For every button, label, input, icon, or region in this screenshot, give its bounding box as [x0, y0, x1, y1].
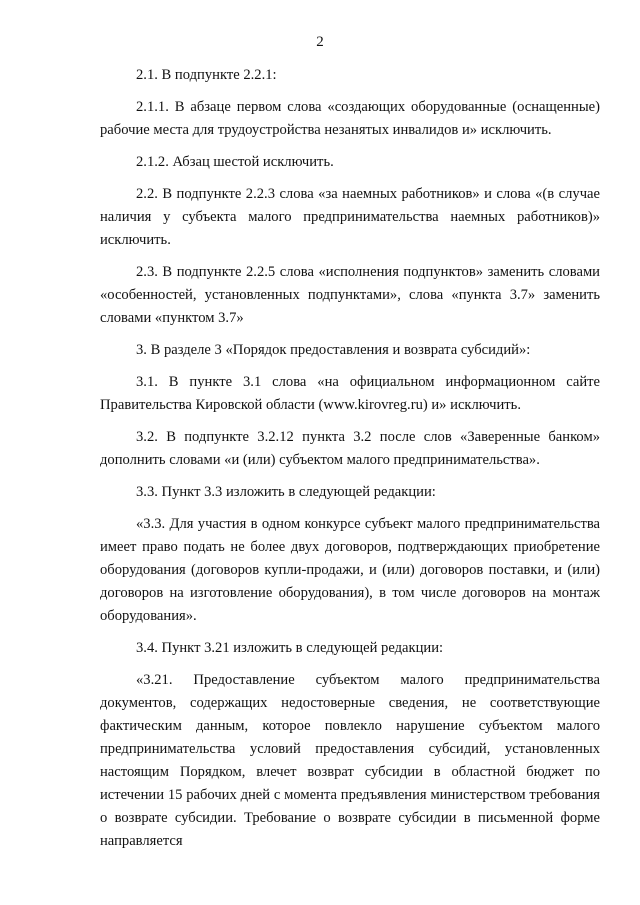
page-number: 2 — [316, 34, 324, 50]
paragraph-2-2: 2.2. В подпункте 2.2.3 слова «за наемных работников» и слова «(в случае наличия у субъекта малого предпринимательства наемных работников)» исключить. — [100, 186, 600, 248]
paragraph-3-4: 3.4. Пункт 3.21 изложить в следующей редакции: — [136, 640, 444, 656]
document-body — [100, 64, 600, 862]
paragraph-3: 3. В разделе 3 «Порядок предоставления и возврата субсидий»: — [136, 342, 531, 358]
paragraph-2-1: 2.1. В подпункте 2.2.1: — [136, 67, 277, 83]
paragraph-3-1: 3.1. В пункте 3.1 слова «на официальном информационном сайте Правительства Кировской области (www.kirovreg.ru) и» исключить. — [100, 374, 600, 413]
paragraph-2-1-2: 2.1.2. Абзац шестой исключить. — [136, 154, 334, 170]
paragraph-3-3-text: «3.3. Для участия в одном конкурсе субъект малого предпринимательства имеет право подать не более двух договоров, подтверждающих приобретение оборудования (договоров купли-продажи, и (или) договоров поставки, и (или) договоров на изготовление оборудования), в том числе договоров на монтаж оборудования». — [100, 516, 600, 624]
paragraph-3-2: 3.2. В подпункте 3.2.12 пункта 3.2 после слов «Заверенные банком» дополнить словами «и (или) субъектом малого предпринимательства». — [100, 429, 600, 468]
paragraph-2-3: 2.3. В подпункте 2.2.5 слова «исполнения подпунктов» заменить словами «особенностей, установленных подпунктами», слова «пункта 3.7» заменить словами «пунктом 3.7» — [100, 264, 600, 326]
paragraph-3-3: 3.3. Пункт 3.3 изложить в следующей редакции: — [136, 484, 436, 500]
paragraph-2-1-1: 2.1.1. В абзаце первом слова «создающих оборудованные (оснащенные) рабочие места для трудоустройства незанятых инвалидов и» исключить. — [100, 99, 600, 138]
paragraph-3-21-text: «3.21. Предоставление субъектом малого предпринимательства документов, содержащих недостоверные сведения, не соответствующие фактическим данным, которое повлекло нарушение субъектом малого предпринимательства условий предоставления субсидий, установленных настоящим Порядком, влечет возврат субсидии в областной бюджет по истечении 15 рабочих дней с момента предъявления министерством требования о возврате субсидии. Требование о возврате субсидии в письменной форме направляется — [100, 672, 600, 849]
